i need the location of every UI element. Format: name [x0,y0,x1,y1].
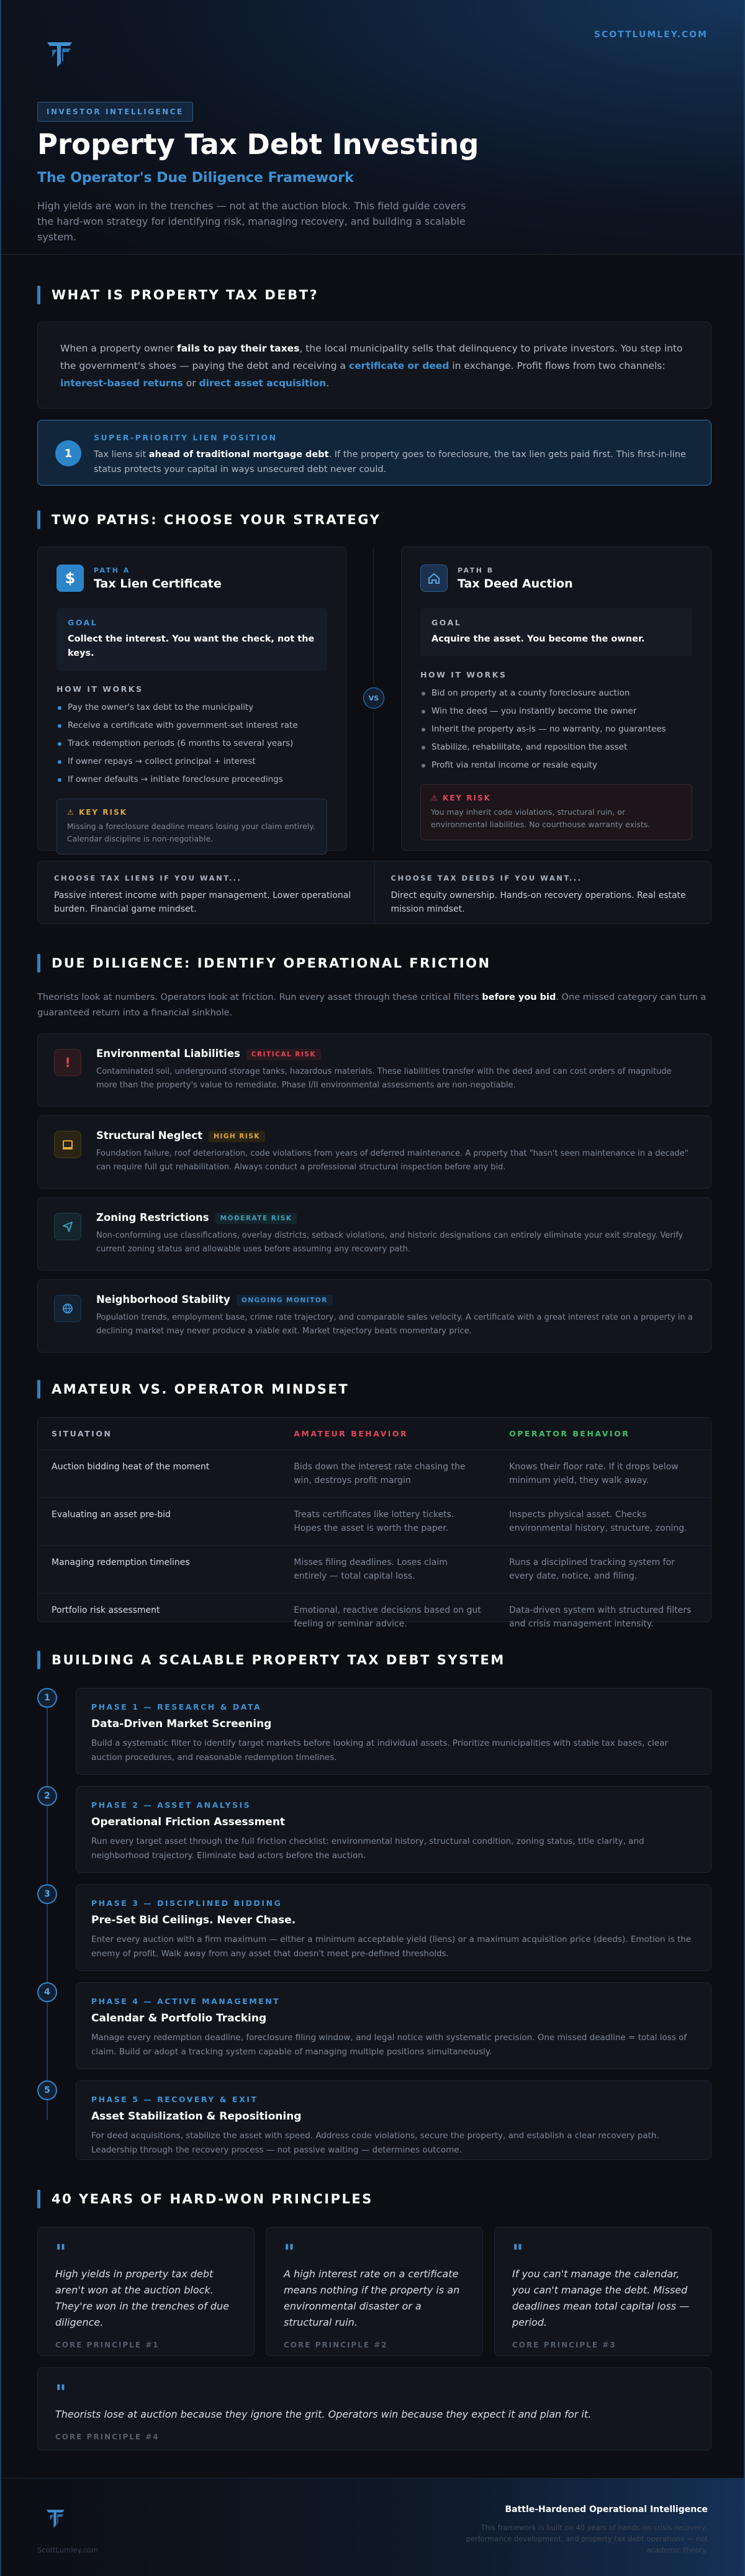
section-title [37,286,711,304]
table-row [38,1498,711,1546]
table-row [38,1450,711,1498]
section-title-text: AMATEUR VS. OPERATOR MINDSET [52,1382,350,1397]
globe-icon [54,1295,81,1322]
quote-label: CORE PRINCIPLE #3 [512,2341,616,2349]
path-b-header [420,565,692,592]
priority-text [94,447,693,477]
priority-label: SUPER-PRIORITY LIEN POSITION [94,433,278,442]
quote-label: CORE PRINCIPLE #4 [55,2433,160,2441]
risk-text: Missing a foreclosure deadline means losing your claim entirely. Calendar discipline is non-negotiable. [67,822,315,843]
quote-icon: " [55,2240,66,2265]
path-b-card [401,546,711,851]
page-title: Property Tax Debt Investing [37,128,479,161]
quote-card [37,2227,255,2356]
risk-tag: CRITICAL RISK [246,1049,321,1060]
choose-liens-text: Passive interest income with paper management. Lower operational burden. Financial game mindset. [54,891,351,914]
section-what [37,286,711,304]
section-title [37,510,711,529]
table-row [38,1594,711,1641]
mindset-table [37,1417,711,1629]
phase-number: 5 [37,2080,57,2100]
section-title [37,954,711,973]
def-b1: fails to pay their taxes [176,343,300,354]
phase-card [76,1786,711,1873]
friction-text: Contaminated soil, underground storage tanks, hazardous materials. These liabilities transfer with the deed and can cost orders of magnitude more than the property's value to remediate. Phase I/II environmental assessments are non-negotiable. [96,1066,672,1090]
section-title-text: WHAT IS PROPERTY TAX DEBT? [52,288,319,302]
friction-item-zoning [37,1197,711,1271]
dollar-icon: $ [56,565,84,592]
list-item: Receive a certificate with government-set interest rate [56,717,327,735]
risk-tag: MODERATE RISK [215,1213,297,1224]
phase-card [76,1884,711,1971]
choose-liens-label: CHOOSE TAX LIENS IF YOU WANT... [54,874,242,882]
def-t4: or [183,378,199,389]
phase-number: 4 [37,1982,57,2002]
cell: Bids down the interest rate chasing the win, destroys profit margin [280,1450,495,1498]
section-bar [37,510,40,529]
def-h1: certificate or deed [348,360,449,371]
list-item: If owner repays → collect principal + interest [56,753,327,771]
intro-text: High yields are won in the trenches — not at the auction block. This field guide covers the hard-won strategy for identifying risk, managing recovery, and building a scalable system. [37,200,466,243]
list-item: Profit via rental income or resale equity [420,756,692,774]
footer-site-link[interactable]: ScottLumley.com [37,2546,99,2554]
list-item: Stabilize, rehabilitate, and reposition the asset [420,738,692,756]
friction-title [96,1130,695,1142]
choose-liens [38,861,375,923]
col-amateur: AMATEUR BEHAVIOR [294,1429,409,1438]
house-icon [420,565,448,592]
quote-text: A high interest rate on a certificate means nothing if the property is an environmental disaster or a structural ruin. [284,2268,460,2328]
phase-label: PHASE 5 — RECOVERY & EXIT [91,2095,258,2104]
section-paths [37,510,711,529]
phase-card [76,1982,711,2069]
goal-label: GOAL [431,618,462,627]
dd-intro-t1: Theorists look at numbers. Operators look at friction. Run every asset through these critical filters [37,992,482,1002]
phase-label: PHASE 1 — RESEARCH & DATA [91,1702,262,1712]
quote-label: CORE PRINCIPLE #2 [284,2341,388,2349]
section-bar [37,286,40,304]
phase-timeline [37,1688,711,2160]
section-principles [37,2190,711,2208]
path-b-goal [420,608,692,656]
list-item: Bid on property at a county foreclosure auction [420,684,692,702]
def-t3: in exchange. Profit flows from two channels: [449,360,666,371]
phase-text: Build a systematic filter to identify target markets before looking at individual assets. Prioritize municipalities with stable tax bases, clear auction procedures, and reasonable redemption timelines. [91,1738,669,1762]
risk-label [431,794,682,802]
section-title [37,2190,711,2208]
risk-tag: HIGH RISK [209,1131,265,1142]
def-h3: direct asset acquisition [199,378,327,389]
phase-card [76,2080,711,2160]
path-a-risk [56,799,327,855]
risk-label [67,808,317,817]
quote-text: High yields in property tax debt aren't won at the auction block. They're won in the trenches of due diligence. [55,2268,229,2328]
phase-label: PHASE 4 — ACTIVE MANAGEMENT [91,1997,281,2006]
footer-text: This framework is built on 40 years of hands-on crisis recovery, performance development, and property tax debt operations — not academic theory. [466,2523,708,2554]
section-title [37,1651,711,1669]
section-mindset [37,1380,711,1399]
how-label: HOW IT WORKS [420,670,507,679]
priority-number: 1 [55,440,81,466]
phase-text: Run every target asset through the full friction checklist: environmental history, structural condition, zoning status, title clarity, and neighborhood trajectory. Eliminate bad actors before the auction. [91,1836,644,1861]
col-situation: SITUATION [52,1429,112,1438]
phase-title: Operational Friction Assessment [91,1816,286,1828]
site-link[interactable]: SCOTTLUMLEY.COM [594,30,708,40]
comparison-table [38,1418,711,1641]
quote-icon: " [55,2380,66,2405]
friction-name: Neighborhood Stability [96,1294,230,1305]
section-title [37,1380,711,1399]
friction-text: Non-conforming use classifications, overlay districts, setback violations, and historic designations can entirely eliminate your exit strategy. Verify current zoning status and allowable uses before assuming any recovery path. [96,1230,684,1254]
goal-text: Acquire the asset. You become the owner. [431,634,645,644]
quote-text: If you can't manage the calendar, you can't manage the debt. Missed deadlines mean total capital loss — period. [512,2268,690,2328]
choose-deeds [375,861,711,923]
friction-item-structural [37,1115,711,1189]
section-bar [37,1651,40,1669]
risk-tag: ONGOING MONITOR [237,1295,333,1306]
cell: Misses filing deadlines. Loses claim entirely — total capital loss. [280,1546,495,1594]
path-b-name: Tax Deed Auction [458,576,573,591]
friction-item-neighborhood [37,1279,711,1353]
section-title-text: DUE DILIGENCE: IDENTIFY OPERATIONAL FRICTION [52,956,491,971]
friction-item-environmental [37,1033,711,1107]
timeline-line [47,1698,48,2120]
risk-text: You may inherit code violations, structural ruin, or environmental liabilities. No courthouse warranty exists. [431,807,651,829]
alert-icon: ! [54,1049,81,1076]
warning-icon: ⚠ [431,794,443,802]
path-a-steps [56,699,327,789]
friction-name: Environmental Liabilities [96,1048,240,1059]
section-dd [37,954,711,973]
path-b-steps [420,684,692,774]
cell: Runs a disciplined tracking system for every date, notice, and filing. [495,1546,711,1594]
table-header-row [38,1418,711,1450]
phase-title: Asset Stabilization & Repositioning [91,2110,302,2123]
choose-card [37,861,711,924]
choose-deeds-text: Direct equity ownership. Hands-on recovery operations. Real estate mission mindset. [391,891,686,914]
priority-t1: Tax liens sit [94,450,149,460]
friction-text: Population trends, employment base, crime rate trajectory, and comparable sales velocity. A certificate with a great interest rate on a property in a declining market may never produce a viable exit. Market trajectory beats momentary price. [96,1312,693,1336]
quote-card [266,2227,483,2356]
cell: Knows their floor rate. If it drops below minimum yield, they walk away. [495,1450,711,1498]
quote-card-wide [37,2367,711,2451]
logo-icon [45,2507,67,2529]
footer [1,2478,744,2576]
section-bar [37,2190,40,2208]
quote-icon: " [284,2240,295,2265]
vs-divider [373,546,374,684]
phase-card [76,1688,711,1775]
def-t1: When a property owner [60,343,177,354]
cell: Emotional, reactive decisions based on gut feeling or seminar advice. [280,1594,495,1641]
list-item: Inherit the property as-is — no warranty, no guarantees [420,720,692,738]
vs-badge: VS [363,687,384,709]
hero-header [1,0,744,255]
path-b-label: PATH B [458,566,494,574]
friction-name: Zoning Restrictions [96,1212,209,1223]
category-badge: INVESTOR INTELLIGENCE [37,102,193,122]
phase-title: Calendar & Portfolio Tracking [91,2012,267,2025]
definition-card [37,322,711,409]
warning-icon: ⚠ [67,808,79,817]
quote-label: CORE PRINCIPLE #1 [55,2341,160,2349]
phase-text: For deed acquisitions, stabilize the asset with speed. Address code violations, secure the property, and establish a clear recovery path. Leadership through the recovery process — not passive waiting — determines outcome. [91,2131,659,2155]
phase-label: PHASE 3 — DISCIPLINED BIDDING [91,1898,282,1908]
cell: Auction bidding heat of the moment [38,1450,280,1498]
logo-icon [45,39,76,70]
section-bar [37,954,40,973]
section-title-text: BUILDING A SCALABLE PROPERTY TAX DEBT SYSTEM [52,1653,505,1667]
path-a-goal [56,608,327,671]
friction-title [96,1212,695,1224]
list-item: If owner defaults → initiate foreclosure proceedings [56,771,327,789]
phase-number: 2 [37,1786,57,1806]
priority-callout [37,420,711,486]
priority-b1: ahead of traditional mortgage debt [148,450,329,460]
cell: Treats certificates like lottery tickets. Hopes the asset is worth the paper. [280,1498,495,1546]
friction-text: Foundation failure, roof deterioration, code violations from years of deferred maintenance. A property that "hasn't seen maintenance in a decade" can require full gut rehabilitation. Always conduct a professional structural inspection before any bid. [96,1148,689,1172]
phase-text: Enter every auction with a firm maximum — either a minimum acceptable yield (liens) or a maximum acquisition price (deeds). Emotion is the enemy of profit. Walk away from any asset that doesn't meet pre-defined thresholds. [91,1934,692,1959]
footer-title: Battle-Hardened Operational Intelligence [505,2505,708,2515]
def-h2: interest-based returns [60,378,183,389]
path-a-header [56,565,327,592]
phase-number: 3 [37,1884,57,1904]
cell: Evaluating an asset pre-bid [38,1498,280,1546]
definition-text [60,340,689,392]
friction-name: Structural Neglect [96,1130,203,1141]
cell: Inspects physical asset. Checks environmental history, structure, zoning. [495,1498,711,1546]
dd-intro [37,990,711,1021]
path-a-name: Tax Lien Certificate [94,576,222,591]
choose-deeds-label: CHOOSE TAX DEEDS IF YOU WANT... [391,874,582,882]
cell: Data-driven system with structured filters and crisis management intensity. [495,1594,711,1641]
friction-title [96,1294,695,1306]
cell: Managing redemption timelines [38,1546,280,1594]
dd-intro-b: before you bid [482,992,556,1002]
def-t5: . [326,378,330,389]
section-title-text: 40 YEARS OF HARD-WON PRINCIPLES [52,2192,373,2206]
path-a-card [37,546,346,851]
risk-label-text: KEY RISK [442,794,491,802]
goal-text: Collect the interest. You want the check, not the keys. [68,634,315,658]
table-row [38,1546,711,1594]
def-t2: , the local municipality sells that delinquency to private investors. You step into the government's shoes — paying the debt and receiving a [60,343,683,371]
building-icon [54,1131,81,1158]
list-item: Win the deed — you instantly become the owner [420,702,692,720]
friction-title [96,1048,695,1060]
risk-label-text: KEY RISK [78,808,127,817]
col-operator: OPERATOR BEHAVIOR [509,1429,630,1438]
cell: Portfolio risk assessment [38,1594,280,1641]
quote-card [494,2227,711,2356]
vs-divider [373,712,374,851]
phase-text: Manage every redemption deadline, foreclosure filing window, and legal notice with systematic precision. One missed deadline = total loss of claim. Build or adopt a tracking system capable of managing multiple positions simultaneously. [91,2033,687,2057]
list-item: Pay the owner's tax debt to the municipality [56,699,327,717]
phase-number: 1 [37,1688,57,1708]
navigation-icon [54,1213,81,1240]
phase-title: Pre-Set Bid Ceilings. Never Chase. [91,1914,296,1926]
phase-label: PHASE 2 — ASSET ANALYSIS [91,1800,251,1810]
quote-text: Theorists lose at auction because they ignore the grit. Operators win because they expect it and plan for it. [55,2408,592,2420]
section-system [37,1651,711,1669]
list-item: Track redemption periods (6 months to several years) [56,735,327,753]
goal-label: GOAL [68,618,98,627]
quote-icon: " [512,2240,523,2265]
dd-intro-t2: . One missed category can turn a guaranteed return into a financial sinkhole. [37,992,707,1018]
section-title-text: TWO PATHS: CHOOSE YOUR STRATEGY [52,512,381,527]
path-b-heading [458,566,573,591]
phase-title: Data-Driven Market Screening [91,1718,272,1730]
page-subtitle: The Operator's Due Diligence Framework [37,170,354,186]
how-label: HOW IT WORKS [56,684,143,694]
path-a-heading [94,566,222,591]
path-a-label: PATH A [94,566,130,574]
priority-t2: . If the property goes to foreclosure, the tax lien gets paid first. This first-in-line status protects your capital in ways unsecured debt never could. [94,450,686,474]
path-b-risk [420,784,692,840]
section-bar [37,1380,40,1399]
